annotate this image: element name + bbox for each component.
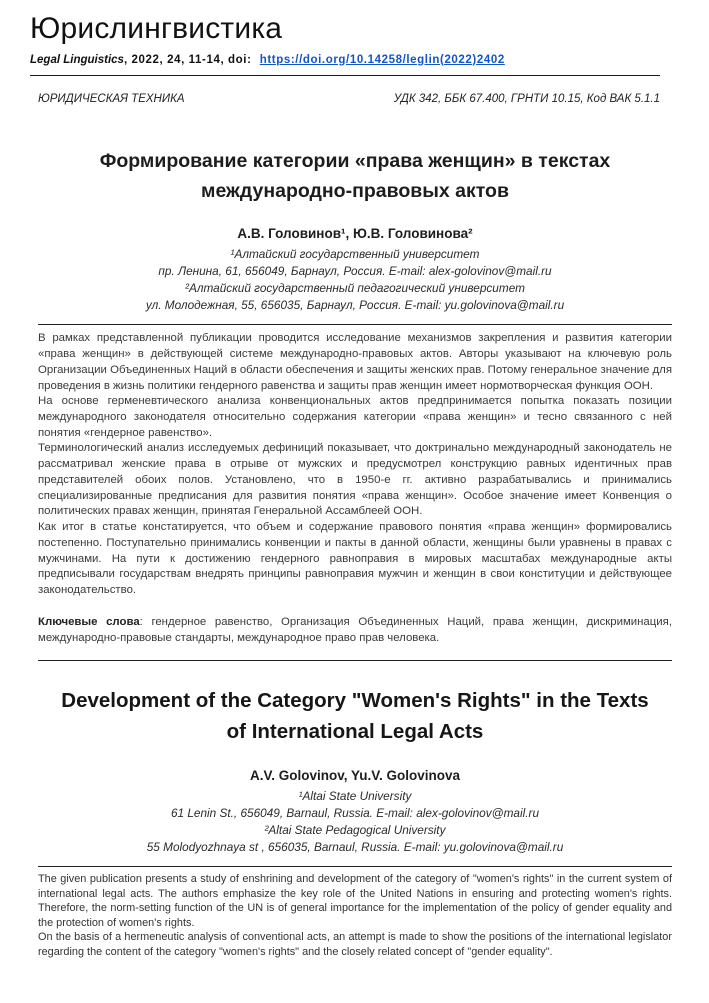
citation-line xyxy=(30,54,660,66)
citation-journal-name: Legal Linguistics xyxy=(30,53,124,66)
authors-en: A.V. Golovinov, Yu.V. Golovinova xyxy=(249,767,461,783)
abstract-paragraph: Как итог в статье констатируется, что объем и содержание правового понятия «права женщин» формировались постепенно. Поступательно принимались конвенции и пакты в данной области, женщины были уравнены в правах с мужчинами. На пути к достижению гендерного равноправия в мировых масштабах международные акты предписывали государствам внедрять принципы равноправия мужчин и женщин в свои конституции и действующее законодательство. xyxy=(38,521,672,597)
classification-codes: УДК 342, ББК 67.400, ГРНТИ 10.15, Код ВАК 5.1.1 xyxy=(393,92,660,105)
citation-meta: , 2022, 24, 11-14, doi: xyxy=(123,53,252,66)
affiliation-line: ²Алтайский государственный педагогический университет xyxy=(185,281,525,296)
keywords-label-ru: Ключевые слова xyxy=(38,615,140,628)
keywords-text-ru: : гендерное равенство, Организация Объединенных Наций, права женщин, дискриминация, международно-правовые стандарты, международное право прав человека. xyxy=(38,615,672,644)
journal-title: Юрислингвистика xyxy=(30,12,283,45)
abstract-top-divider-ru xyxy=(38,324,672,325)
keywords-bottom-divider xyxy=(38,660,672,661)
section-rubric: ЮРИДИЧЕСКАЯ ТЕХНИКА xyxy=(38,92,185,105)
article-title-en: Development of the Category "Women's Rights" in the Texts of International Legal Acts xyxy=(61,689,649,744)
keywords-ru xyxy=(38,615,672,646)
affiliation-line: ²Altai State Pedagogical University xyxy=(264,822,446,837)
doi-link[interactable]: https://doi.org/10.14258/leglin(2022)2402 xyxy=(259,53,505,66)
abstract-paragraph: The given publication presents a study of enshrining and development of the category of "women's rights" in the current system of international legal acts. The authors emphasize the key role of the United Nations in ensuring and protecting women's rights. Therefore, the norm-setting function of the UN is of general importance for the implementation of the policy of gender equality and the protection of women's rights. xyxy=(38,873,672,929)
affiliations-en xyxy=(38,788,672,856)
affiliation-line: ул. Молодежная, 55, 656035, Барнаул, Россия. E-mail: yu.golovinova@mail.ru xyxy=(145,298,565,313)
authors-ru: А.В. Головинов¹, Ю.В. Головинова² xyxy=(237,225,473,241)
affiliation-line: ¹Алтайский государственный университет xyxy=(230,246,480,261)
abstract-ru xyxy=(38,331,672,598)
affiliation-line: 61 Lenin St., 656049, Barnaul, Russia. E-mail: alex-golovinov@mail.ru xyxy=(170,805,540,820)
article-content xyxy=(0,146,709,960)
affiliations-ru xyxy=(38,246,672,314)
affiliation-line: ¹Altai State University xyxy=(298,788,412,803)
abstract-en xyxy=(38,872,672,959)
article-title-ru: Формирование категории «права женщин» в текстах международно-правовых актов xyxy=(99,149,611,202)
abstract-top-divider-en xyxy=(38,866,672,867)
rubric-row xyxy=(30,93,660,105)
abstract-paragraph: В рамках представленной публикации проводится исследование механизмов закрепления и развития категории «права женщин» в действующей системе международно-правовых актов. Авторы указывают на ключевую роль Организации Объединенных Наций в области обеспечения и защиты женских прав. Потому генеральное значение для проведения в жизнь политики гендерного равенства и защиты прав женщин имеет нормотворческая функция ООН. xyxy=(38,332,672,392)
header-divider xyxy=(30,75,660,76)
journal-header xyxy=(0,0,709,105)
abstract-paragraph: Терминологический анализ исследуемых дефиниций показывает, что доктринально международный законодатель не рассматривал женские права в отрыве от мужских и предусмотрел конструкцию равных идентичных прав представителей обоих полов. Установлено, что в 1950-е гг. активно разрабатывались и принимались специализированные предписания для развития понятия «права женщин». Особое значение имеет Конвенция о политических правах женщин, принятая Генеральной Ассамблеей ООН. xyxy=(38,442,672,518)
affiliation-line: 55 Molodyozhnaya st , 656035, Barnaul, Russia. E-mail: yu.golovinova@mail.ru xyxy=(146,840,564,855)
affiliation-line: пр. Ленина, 61, 656049, Барнаул, Россия. E-mail: alex-golovinov@mail.ru xyxy=(158,264,552,279)
abstract-paragraph: On the basis of a hermeneutic analysis of conventional acts, an attempt is made to show the positions of the international legislator regarding the content of the category "women's rights" and the closely related concept of "gender equality". xyxy=(38,931,672,958)
abstract-paragraph: На основе герменевтического анализа конвенциональных актов предпринимается попытка показать позиции международного законодателя относительно содержания категории «права женщин» и тесно связанного с ней понятия «гендерное равенство». xyxy=(38,395,672,439)
